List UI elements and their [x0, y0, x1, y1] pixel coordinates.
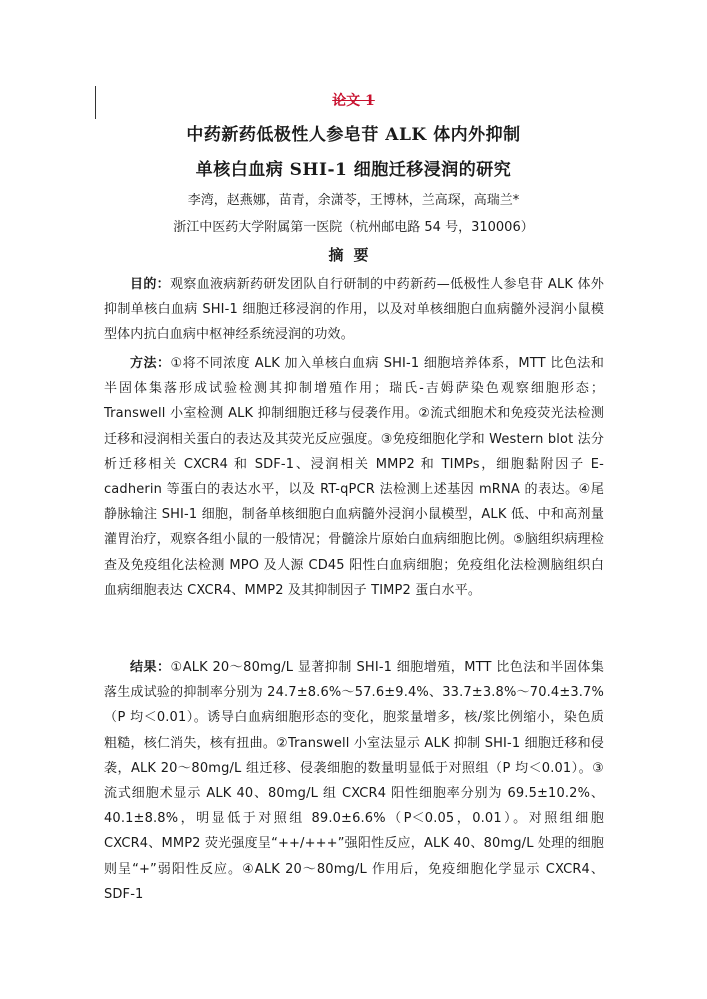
abstract-heading: 摘要 — [328, 246, 379, 264]
results-paragraph — [104, 655, 604, 907]
methods-text: ①将不同浓度 ALK 加入单核白血病 SHI-1 细胞培养体系，MTT 比色法和半固体集落形成试验检测其抑制增殖作用；瑞氏-吉姆萨染色观察细胞形态；Transwell 小室检测 ALK 抑制细胞迁移与侵袭作用。②流式细胞术和免疫荧光法检测迁移和浸润相关蛋白的表达及其荧光反应强度。③免疫细胞化学和 Western blot 法分析迁移相关 CXCR4 和 SDF-1、浸润相关 MMP2 和 TIMPs，细胞黏附因子 E-cadherin 等蛋白的表达水平，以及 RT-qPCR 法检测上述基因 mRNA 的表达。④尾静脉输注 SHI-1 细胞，制备单核细胞白血病髓外浸润小鼠模型，ALK 低、中和高剂量灌胃治疗，观察各组小鼠的一般情况；骨髓涂片原始白血病细胞比例。⑤脑组织病理检查及免疫组化法检测 MPO 及人源 CD45 阳性白血病细胞；免疫组化法检测脑组织白血病细胞表达 CXCR4、MMP2 及其抑制因子 TIMP2 蛋白水平。 — [104, 356, 605, 598]
objective-paragraph — [104, 272, 604, 348]
results-label: 结果： — [130, 660, 171, 675]
methods-label: 方法： — [130, 356, 171, 371]
deleted-label: 论文 1 — [332, 93, 375, 109]
objective-label: 目的： — [130, 277, 171, 292]
results-text: ①ALK 20～80mg/L 显著抑制 SHI-1 细胞增殖，MTT 比色法和半固体集落生成试验的抑制率分别为 24.7±8.6%～57.6±9.4%、33.7±3.8%～70.4±3.7%（P 均＜0.01）。诱导白血病细胞形态的变化，胞浆量增多，核/浆比例缩小，染色质粗糙，核仁消失，核有扭曲。②Transwell 小室法显示 ALK 抑制 SHI-1 细胞迁移和侵袭，ALK 20～80mg/L 组迁移、侵袭细胞的数量明显低于对照组（P 均＜0.01）。③流式细胞术显示 ALK 40、80mg/L 组 CXCR4 阳性细胞率分别为 69.5±10.2%、40.1±8.8%，明显低于对照组 89.0±6.6%（P＜0.05，0.01）。对照组细胞 CXCR4、MMP2 荧光强度呈“++/+++”强阳性反应，ALK 40、80mg/L 处理的细胞则呈“+”弱阳性反应。④ALK 20～80mg/L 作用后，免疫细胞化学显示 CXCR4、SDF-1 — [104, 660, 604, 902]
methods-paragraph — [104, 351, 604, 603]
title-line-2: 单核白血病 SHI-1 细胞迁移浸润的研究 — [195, 160, 512, 180]
affiliation: 浙江中医药大学附属第一医院（杭州邮电路 54 号，310006） — [173, 220, 534, 235]
title-line-1: 中药新药低极性人参皂苷 ALK 体内外抑制 — [186, 125, 521, 145]
authors: 李湾，赵燕娜，苗青，余潇苓，王博林，兰高琛，高瑞兰* — [187, 193, 520, 208]
objective-text: 观察血液病新药研发团队自行研制的中药新药—低极性人参皂苷 ALK 体外抑制单核白血病 SHI-1 细胞迁移浸润的作用，以及对单核细胞白血病髓外浸润小鼠模型体内抗白血病中枢神经系统浸润的功效。 — [104, 277, 604, 343]
